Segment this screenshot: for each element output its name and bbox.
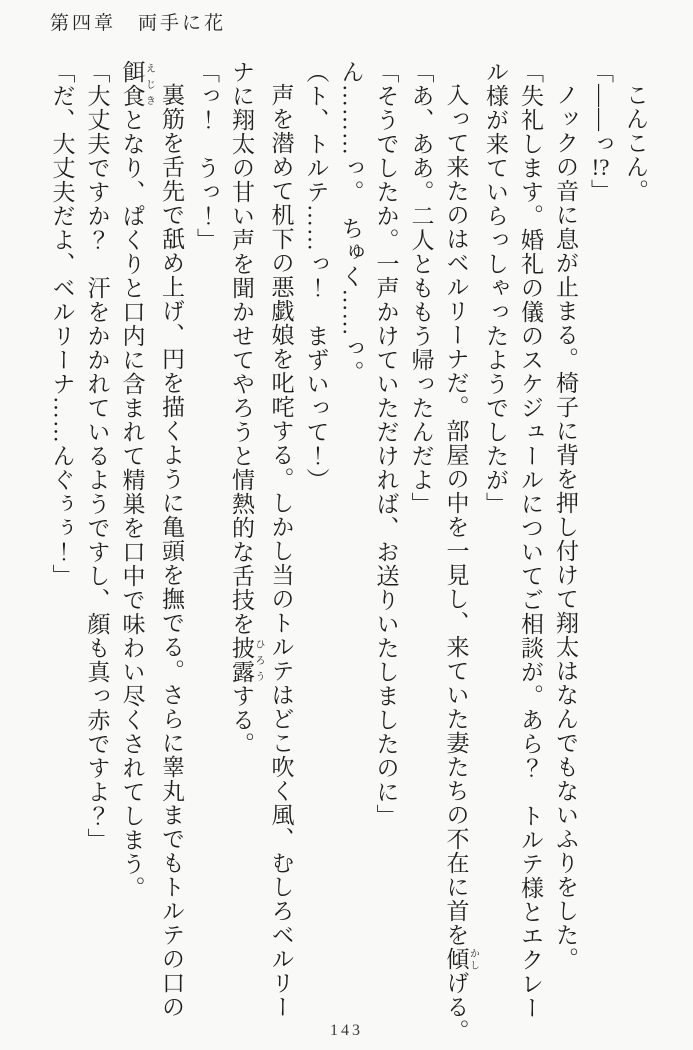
text-line: ル様が来ていらっしゃったようでしたが」 [483,60,508,516]
text-line: ん………っ。 ちゅく……っ。 [338,60,364,385]
text-line: 入って来たのはベルリーナだ。部屋の中を一見し、来ていた妻たちの不在に首を傾 かしげる。 [443,83,479,1043]
text-line: 「失礼します。婚礼の儀のスケジュールについてご相談が。あら？ トルテ様とエクレー [518,60,543,1020]
text-line: 「大丈夫ですか？ 汗をかかれているようですし、顔も真っ赤ですよ？」 [84,60,110,852]
text-line: 声を潜めて机下の悪戯娘を叱咤する。しかし当のトルテはどこ吹く風、むしろベルリー [268,83,294,1019]
furigana-word: 傾 かし [443,947,479,971]
text-line: 裏筋を舌先で舐め上げ、円を描くように亀頭を撫でる。さらに睾丸までもトルテの口の [159,83,184,1019]
page-number: 143 [330,1022,363,1039]
furigana-word: 披露 ひろう [229,636,264,684]
text-line: 「――っ!?」 [588,60,613,203]
text-line: 「そうでしたか。一声かけていただければ、お送りいたしましたのに」 [373,60,399,828]
furigana-word: 餌食 えじき [119,60,155,108]
text-line: ノックの音に息が止まる。椅子に背を押し付けて翔太はなんでもないふりをした。 [553,83,578,971]
tatechuyoko-text: !? [591,156,610,179]
text-line: こんこん。 [623,83,648,203]
text-line: 「あ、ああ。二人とももう帰ったんだよ」 [408,60,434,516]
text-line: 餌食 えじきとなり、ぱくりと口内に含まれて精巣を口中で味わい尽くされてしまう。 [119,60,155,900]
text-columns [45,60,654,1050]
text-line: 「だ、大丈夫だよ、ベルリーナ……んぐぅぅ！」 [49,60,75,588]
text-line: （ト、トルテ……っ！ まずいって！） [303,60,329,492]
text-line: 「っ！ うっ！」 [194,60,219,252]
text-line: ナに翔太の甘い声を聞かせてやろうと情熱的な舌技を披露 ひろうする。 [229,60,264,756]
chapter-header: 第四章 両手に花 [50,13,227,34]
